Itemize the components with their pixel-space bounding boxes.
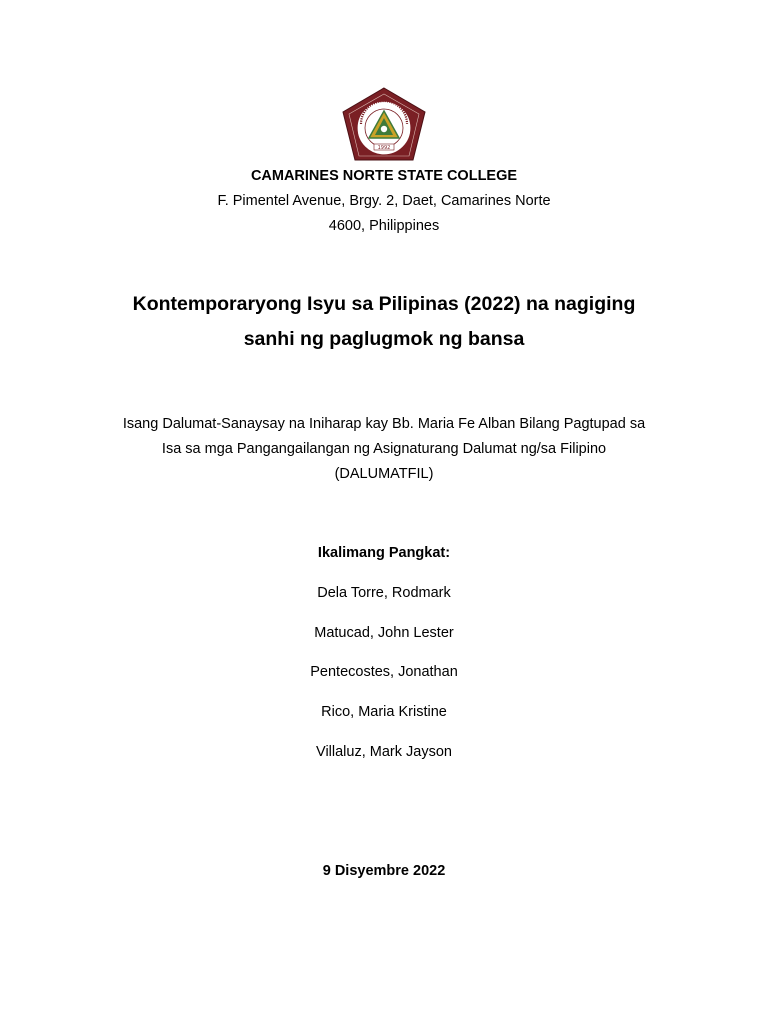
document-date: 9 Disyembre 2022 (322, 863, 446, 879)
college-name: CAMARINES NORTE STATE COLLEGE (250, 168, 518, 184)
group-member: Matucad, John Lester (314, 625, 454, 641)
subtitle-line-3: (DALUMATFIL) (334, 466, 434, 482)
college-seal-logo (341, 86, 427, 162)
group-member: Rico, Maria Kristine (321, 704, 447, 720)
document-title-line-1: Kontemporaryong Isyu sa Pilipinas (2022) na nagiging (132, 293, 636, 315)
document-title-line-2: sanhi ng paglugmok ng bansa (243, 328, 525, 350)
address-line-2: 4600, Philippines (328, 218, 440, 234)
subtitle-line-2: Isa sa mga Pangangailangan ng Asignaturang Dalumat ng/sa Filipino (161, 441, 607, 457)
group-member: Pentecostes, Jonathan (310, 664, 458, 680)
address-line-1: F. Pimentel Avenue, Brgy. 2, Daet, Camarines Norte (217, 193, 551, 209)
group-member: Dela Torre, Rodmark (317, 585, 451, 601)
group-member: Villaluz, Mark Jayson (316, 744, 452, 760)
seal-year: 1992 (377, 145, 391, 151)
group-label: Ikalimang Pangkat: (317, 545, 451, 561)
subtitle-line-1: Isang Dalumat-Sanaysay na Iniharap kay Bb. Maria Fe Alban Bilang Pagtupad sa (122, 416, 646, 432)
